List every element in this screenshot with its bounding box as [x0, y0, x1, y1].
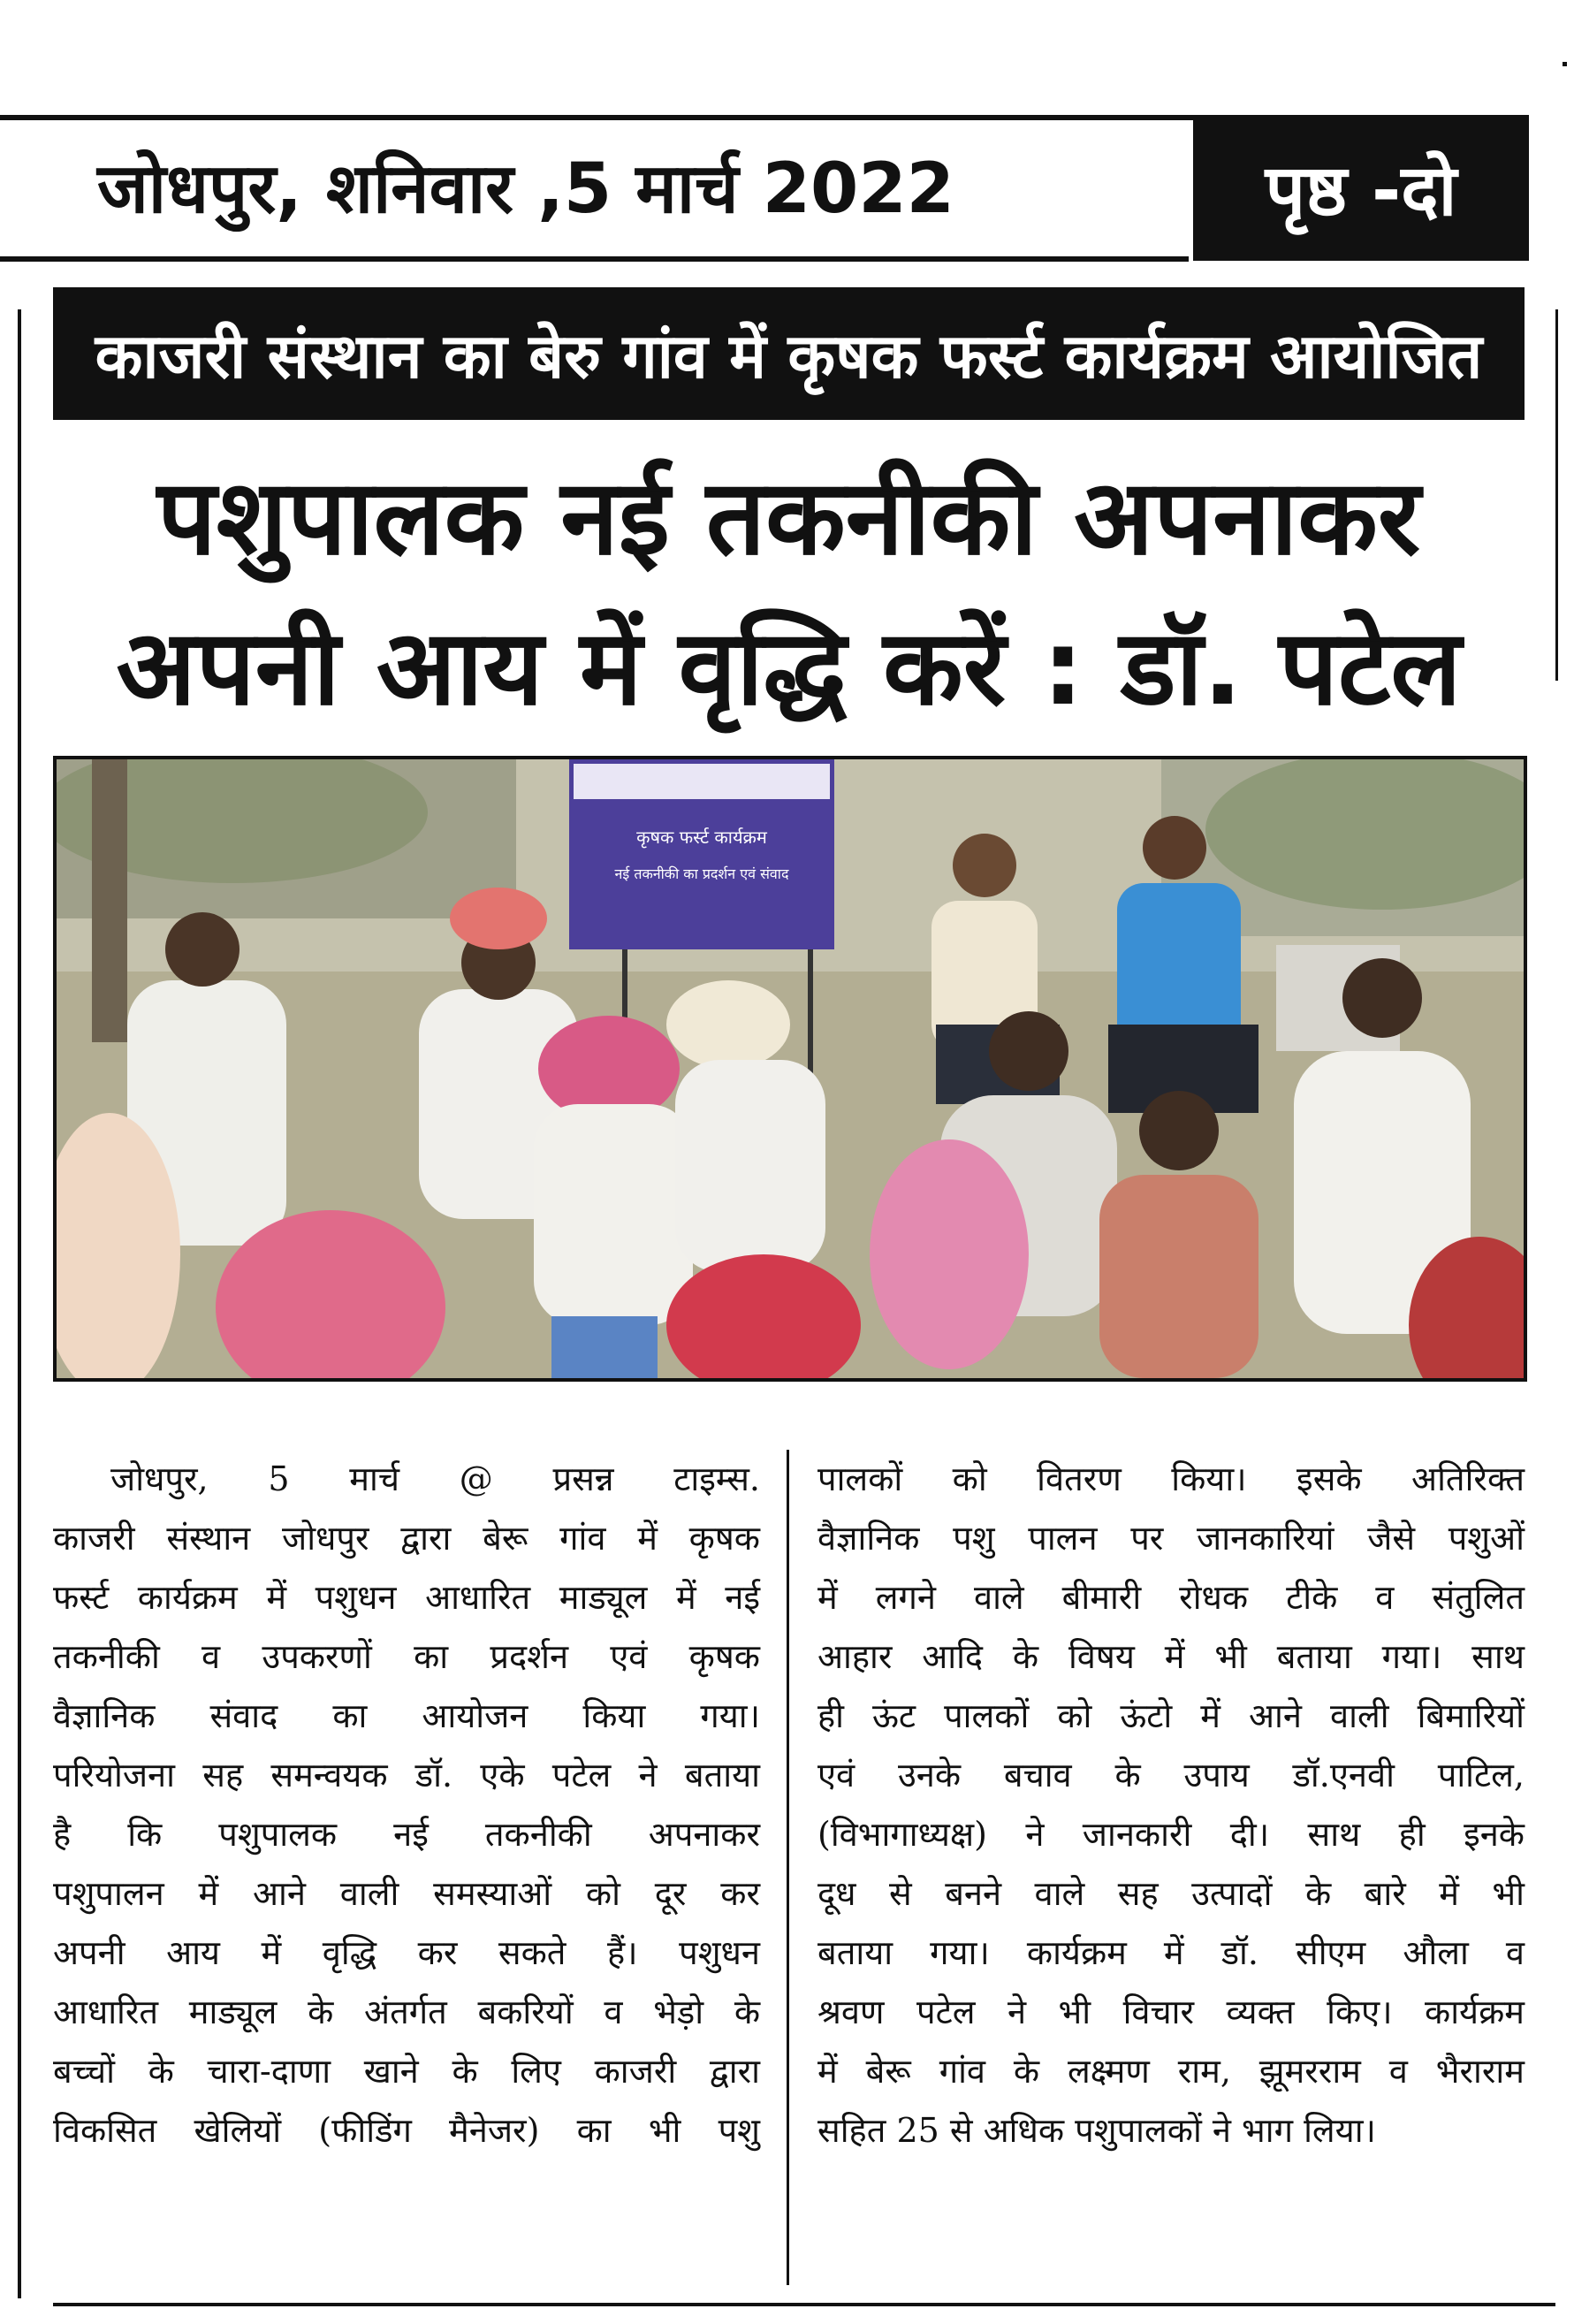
- body-line: एवं उनके बचाव के उपाय डॉ.एनवी पाटिल,: [817, 1756, 1525, 1794]
- left-column-rule: [18, 309, 21, 2298]
- headline-line-2: अपनी आय में वृद्धि करें : डॉ. पटेल: [116, 606, 1462, 728]
- page-label: पृष्ठ -दो: [1265, 149, 1457, 232]
- story-dateline: जोधपुर, 5 मार्च @ प्रसन्न टाइम्स.: [110, 1459, 760, 1498]
- body-line: दूध से बनने वाले सह उत्पादों के बारे में भी: [817, 1874, 1525, 1913]
- article-headline: [53, 442, 1525, 743]
- page-bottom-rule: [53, 2303, 1555, 2306]
- right-column-rule: [1555, 309, 1558, 681]
- article-photo: [53, 756, 1527, 1382]
- dateline-text: जोधपुर, शनिवार ,5 मार्च 2022: [97, 149, 954, 229]
- body-line: बच्चों के चारा-दाणा खाने के लिए काजरी द्वारा: [53, 2052, 760, 2091]
- body-line: अपनी आय में वृद्धि कर सकते हैं। पशुधन: [53, 1933, 760, 1972]
- article-column-1: [53, 1450, 760, 2160]
- body-line: में लगने वाले बीमारी रोधक टीके व संतुलित: [817, 1578, 1525, 1617]
- body-line: (विभागाध्यक्ष) ने जानकारी दी। साथ ही इनके: [817, 1815, 1525, 1854]
- event-photo-illustration: [57, 759, 1524, 1378]
- body-line: सहित 25 से अधिक पशुपालकों ने भाग लिया।: [817, 2111, 1376, 2150]
- body-line: विकसित खेलियों (फीडिंग मैनेजर) का भी पशु: [53, 2111, 760, 2150]
- corner-mark: [1563, 62, 1567, 66]
- body-line: काजरी संस्थान जोधपुर द्वारा बेरू गांव में कृषक: [53, 1519, 760, 1558]
- masthead-bottom-rule: [0, 256, 1189, 262]
- body-line: में बेरू गांव के लक्ष्मण राम, झूमरराम व भैराराम: [817, 2052, 1525, 2091]
- column-divider: [787, 1450, 789, 2285]
- banner-line-2: नई तकनीकी का प्रदर्शन एवं संवाद: [614, 865, 789, 882]
- body-line: बताया गया। कार्यक्रम में डॉ. सीएम औला व: [817, 1933, 1525, 1972]
- body-line: वैज्ञानिक पशु पालन पर जानकारियां जैसे पशुओं: [817, 1519, 1525, 1558]
- body-line: है कि पशुपालक नई तकनीकी अपनाकर: [53, 1815, 760, 1854]
- body-line: श्रवण पटेल ने भी विचार व्यक्त किए। कार्यक्रम: [817, 1993, 1525, 2031]
- body-line: फर्स्ट कार्यक्रम में पशुधन आधारित माड्यूल में नई: [53, 1578, 760, 1617]
- body-line: पशुपालन में आने वाली समस्याओं को दूर कर: [53, 1874, 760, 1913]
- body-line: वैज्ञानिक संवाद का आयोजन किया गया।: [53, 1696, 760, 1735]
- body-line: आधारित माड्यूल के अंतर्गत बकरियों व भेड़ो के: [53, 1993, 760, 2031]
- body-line: ही ऊंट पालकों को ऊंटो में आने वाली बिमारियों: [817, 1696, 1525, 1735]
- masthead-dateline: [0, 115, 1189, 256]
- page-label-box: [1193, 115, 1529, 261]
- headline-line-1: पशुपालक नई तकनीकी अपनाकर: [156, 456, 1421, 578]
- body-line: पालकों को वितरण किया। इसके अतिरिक्त: [817, 1459, 1525, 1498]
- article-column-2: [817, 1450, 1525, 2160]
- banner-line-1: कृषक फर्स्ट कार्यक्रम: [636, 827, 767, 848]
- kicker-text: काजरी संस्थान का बेरु गांव में कृषक फर्स्ट कार्यक्रम आयोजित: [95, 320, 1483, 392]
- body-line: तकनीकी व उपकरणों का प्रदर्शन एवं कृषक: [53, 1637, 760, 1676]
- body-line: परियोजना सह समन्वयक डॉ. एके पटेल ने बताया: [53, 1756, 760, 1794]
- body-line: आहार आदि के विषय में भी बताया गया। साथ: [817, 1637, 1525, 1676]
- article-kicker: [53, 287, 1525, 420]
